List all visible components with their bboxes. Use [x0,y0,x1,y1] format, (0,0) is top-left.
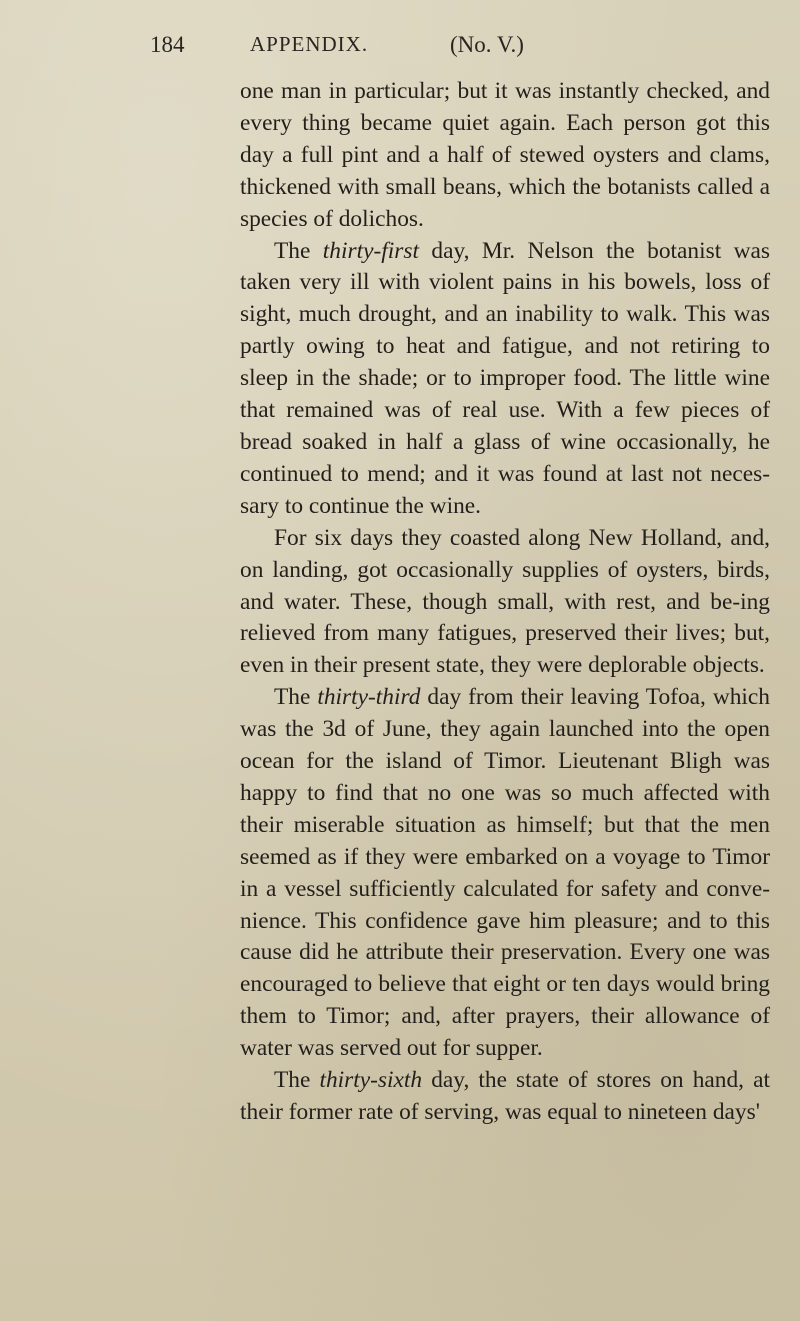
text-run: day, Mr. Nelson the botanist was taken very ill with violent pains in his bowels, loss of sight, much drought, and an inability to walk. This was partly owing to heat and fatigue, and not retiring to sleep in the shade; or to improper food. The little wine that remained was of real use. With a few pieces of bread soaked in half a glass of wine occasionally, he continued to mend; and it was found at last not neces-sary to continue the wine. [240,237,770,519]
text-run: For six days they coasted along New Holland, and, on landing, got occasionally supplies of oysters, birds, and water. These, though small, with rest, and be-ing relieved from many fatigues, preserved their lives; but, even in their present state, they were deplorable objects. [240,524,770,679]
text-run: The [274,237,323,264]
page-number: 184 [150,32,185,57]
section-number: (No. V.) [450,32,524,57]
text-run: day from their leaving Tofoa, which was the 3d of June, they again launched into the open ocean for the island of Timor. Lieutenant Bligh was happy to find that no one was so much affected with their miserable situation as himself; but that the men seemed as if they were embarked on a voyage to Timor in a vessel sufficiently calculated for safety and conve-nience. This confidence gave him pleasure; and to this cause did he attribute their preservation. Every one was encouraged to believe that eight or ten days would bring them to Timor; and, after prayers, their allowance of water was served out for supper. [240,684,771,1062]
text-run: day, the state of stores on hand, at their former rate of serving, was equal to nineteen days' [240,1067,770,1125]
paragraph-p1 [240,76,770,236]
body-text [240,76,770,1129]
paragraph-p4 [240,682,770,1065]
paragraph-p2 [240,236,770,523]
italic-ordinal: thirty-third [317,684,421,711]
paragraph-p5 [240,1065,770,1129]
italic-ordinal: thirty-first [322,237,419,264]
paragraph-p3 [240,523,770,683]
text-run: one man in particular; but it was instantly checked, and every thing became quiet again. Each person got this day a full pint and a half of stewed oysters and clams, thickened with small beans, which the botanists called a species of dolichos. [240,78,770,232]
section-title: APPENDIX. [250,32,369,56]
italic-ordinal: thirty-sixth [319,1067,423,1094]
text-run: The [274,684,318,711]
text-run: The [274,1067,320,1094]
